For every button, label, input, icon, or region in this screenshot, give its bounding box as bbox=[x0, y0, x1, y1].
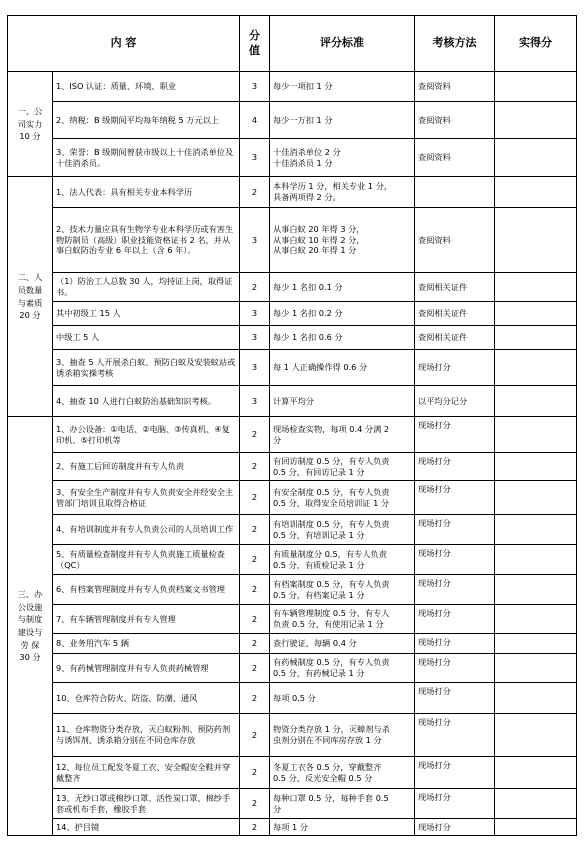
item-actual-score[interactable] bbox=[495, 102, 577, 139]
table-row bbox=[8, 545, 577, 575]
item-score: 4 bbox=[240, 102, 270, 139]
item-actual-score[interactable] bbox=[495, 714, 577, 757]
item-criteria: 有安全制度 0.5 分，有专人负责 0.5 分，取得安全员培训证 1 分 bbox=[270, 481, 415, 515]
item-actual-score[interactable] bbox=[495, 72, 577, 102]
table-row bbox=[8, 634, 577, 654]
table-row bbox=[8, 515, 577, 545]
item-actual-score[interactable] bbox=[495, 545, 577, 575]
item-criteria: 从事白蚁 20 年得 3 分， 从事白蚁 10 年得 2 分， 从事白蚁 20 年得 1 分 bbox=[270, 208, 415, 273]
item-actual-score[interactable] bbox=[495, 386, 577, 417]
item-criteria: 每少 1 名扣 0.6 分 bbox=[270, 326, 415, 350]
item-method: 现场打分 bbox=[415, 714, 495, 757]
table-row bbox=[8, 326, 577, 350]
item-criteria: 有药械制度 0.5 分，有专人负责 0.5 分，有药械记录 1 分 bbox=[270, 654, 415, 683]
item-actual-score[interactable] bbox=[495, 515, 577, 545]
item-actual-score[interactable] bbox=[495, 683, 577, 714]
item-method bbox=[415, 177, 495, 208]
item-content: 13、无纱口罩或棉纱口罩、活性炭口罩、棉纱手套或机布手套，橡胶手套 bbox=[53, 789, 240, 819]
item-criteria: 有质量制度分 0.5，有专人负责 0.5 分，有质检记录 1 分 bbox=[270, 545, 415, 575]
item-criteria: 有培训制度 0.5 分，有专人负责 0.5 分，有培训记录 1 分 bbox=[270, 515, 415, 545]
item-criteria: 每项 0.5 分 bbox=[270, 683, 415, 714]
item-method: 现场打分 bbox=[415, 819, 495, 836]
item-actual-score[interactable] bbox=[495, 139, 577, 177]
header-actual: 实得分 bbox=[495, 16, 577, 72]
item-content: 1、办公设备：①电话、②电脑、③传真机、④复印机、⑤打印机等 bbox=[53, 417, 240, 453]
header-score-text: 分 值 bbox=[249, 28, 260, 57]
item-actual-score[interactable] bbox=[495, 417, 577, 453]
header-content: 内 容 bbox=[8, 16, 240, 72]
item-criteria: 本科学历 1 分，相关专业 1 分， 具备两项得 2 分。 bbox=[270, 177, 415, 208]
item-criteria: 冬夏工衣各 0.5 分，穿戴整齐 0.5 分，反光安全帽 0.5 分 bbox=[270, 757, 415, 789]
item-actual-score[interactable] bbox=[495, 575, 577, 605]
table-row bbox=[8, 453, 577, 481]
item-content: 12、每位员工配发冬夏工衣、安全帽安全鞋并穿戴整齐 bbox=[53, 757, 240, 789]
item-score: 2 bbox=[240, 757, 270, 789]
item-method: 现场打分 bbox=[415, 605, 495, 634]
header-score bbox=[240, 16, 270, 72]
item-actual-score[interactable] bbox=[495, 757, 577, 789]
item-content: 3、荣誉：B 级期间曾获市级以上十佳消杀单位及十佳消杀员。 bbox=[53, 139, 240, 177]
item-score: 2 bbox=[240, 819, 270, 836]
item-criteria: 每少一万扣 1 分 bbox=[270, 102, 415, 139]
item-content: 2、有施工后回访制度并有专人负责 bbox=[53, 453, 240, 481]
item-method: 以平均分记分 bbox=[415, 386, 495, 417]
item-actual-score[interactable] bbox=[495, 177, 577, 208]
item-criteria: 有档案制度 0.5 分，有专人负责 0.5 分，有档案记录 1 分 bbox=[270, 575, 415, 605]
item-score: 2 bbox=[240, 453, 270, 481]
table-row bbox=[8, 102, 577, 139]
item-method: 查阅资料 bbox=[415, 72, 495, 102]
item-score: 3 bbox=[240, 208, 270, 273]
item-criteria: 每项 1 分 bbox=[270, 819, 415, 836]
item-actual-score[interactable] bbox=[495, 302, 577, 326]
item-score: 2 bbox=[240, 654, 270, 683]
item-method: 现场打分 bbox=[415, 453, 495, 481]
item-score: 2 bbox=[240, 417, 270, 453]
table-row bbox=[8, 819, 577, 836]
item-content: 1、ISO 认证：质量、环境、职业 bbox=[53, 72, 240, 102]
item-score: 3 bbox=[240, 350, 270, 386]
item-method: 查阅资料 bbox=[415, 139, 495, 177]
item-method: 现场打分 bbox=[415, 545, 495, 575]
item-method: 现场打分 bbox=[415, 481, 495, 515]
section-label: 二、人 员数量 与素质 20 分 bbox=[8, 177, 53, 417]
table-row bbox=[8, 273, 577, 302]
table-row bbox=[8, 654, 577, 683]
item-content: （1）防治工人总数 30 人，均持证上岗，取得证书。 bbox=[53, 273, 240, 302]
item-actual-score[interactable] bbox=[495, 789, 577, 819]
item-content: 4、有培训制度并有专人负责公司的人员培训工作 bbox=[53, 515, 240, 545]
table-row bbox=[8, 302, 577, 326]
item-criteria: 每种口罩 0.5 分，每种手套 0.5 分 bbox=[270, 789, 415, 819]
item-method: 查阅相关证件 bbox=[415, 273, 495, 302]
item-actual-score[interactable] bbox=[495, 654, 577, 683]
table-row bbox=[8, 139, 577, 177]
item-score: 3 bbox=[240, 302, 270, 326]
item-method: 现场打分 bbox=[415, 515, 495, 545]
header-criteria: 评分标准 bbox=[270, 16, 415, 72]
item-method: 查阅相关证件 bbox=[415, 302, 495, 326]
item-content: 14、护目镜 bbox=[53, 819, 240, 836]
item-actual-score[interactable] bbox=[495, 273, 577, 302]
item-method: 现场打分 bbox=[415, 683, 495, 714]
table-row bbox=[8, 350, 577, 386]
item-score: 3 bbox=[240, 72, 270, 102]
item-method: 现场打分 bbox=[415, 417, 495, 453]
item-method: 现场打分 bbox=[415, 350, 495, 386]
item-content: 8、业务用汽车 5 辆 bbox=[53, 634, 240, 654]
item-criteria: 每 1 人正确操作得 0.6 分 bbox=[270, 350, 415, 386]
item-criteria: 每少 1 名扣 0.2 分 bbox=[270, 302, 415, 326]
item-content: 10、仓库符合防火、防盗、防潮、通风 bbox=[53, 683, 240, 714]
table-row bbox=[8, 177, 577, 208]
table-row bbox=[8, 481, 577, 515]
item-score: 2 bbox=[240, 789, 270, 819]
item-score: 2 bbox=[240, 605, 270, 634]
item-content: 其中初级工 15 人 bbox=[53, 302, 240, 326]
item-score: 2 bbox=[240, 634, 270, 654]
table-row bbox=[8, 683, 577, 714]
item-method: 现场打分 bbox=[415, 575, 495, 605]
table-row bbox=[8, 757, 577, 789]
item-criteria: 每少 1 名扣 0.1 分 bbox=[270, 273, 415, 302]
table-body bbox=[8, 72, 577, 836]
item-score: 3 bbox=[240, 386, 270, 417]
item-actual-score[interactable] bbox=[495, 350, 577, 386]
table-row bbox=[8, 789, 577, 819]
item-content: 11、仓库物资分类存放，灭白蚁粉剂、预防药剂与诱饵剂、诱杀箱分别在不同仓库存放 bbox=[53, 714, 240, 757]
item-score: 3 bbox=[240, 139, 270, 177]
item-actual-score[interactable] bbox=[495, 605, 577, 634]
header-method: 考核方法 bbox=[415, 16, 495, 72]
item-score: 3 bbox=[240, 326, 270, 350]
table-row bbox=[8, 575, 577, 605]
item-score: 2 bbox=[240, 714, 270, 757]
item-criteria: 物资分类存放 1 分，灭蟑剂与杀 虫剂分别在不同库房存放 1 分 bbox=[270, 714, 415, 757]
item-content: 4、抽查 10 人进行白蚁防治基础知识考核。 bbox=[53, 386, 240, 417]
item-actual-score[interactable] bbox=[495, 819, 577, 836]
item-content: 5、有质量检查制度并有专人负责施工质量检查（QC） bbox=[53, 545, 240, 575]
item-actual-score[interactable] bbox=[495, 326, 577, 350]
item-method: 现场打分 bbox=[415, 757, 495, 789]
item-method: 现场打分 bbox=[415, 634, 495, 654]
item-method: 查阅相关证件 bbox=[415, 326, 495, 350]
item-content: 7、有车辆管理制度并有专人管理 bbox=[53, 605, 240, 634]
item-score: 2 bbox=[240, 177, 270, 208]
item-content: 6、有档案管理制度并有专人负责档案文书管理 bbox=[53, 575, 240, 605]
item-actual-score[interactable] bbox=[495, 481, 577, 515]
item-score: 2 bbox=[240, 481, 270, 515]
item-score: 2 bbox=[240, 273, 270, 302]
item-score: 2 bbox=[240, 545, 270, 575]
table-row bbox=[8, 72, 577, 102]
item-actual-score[interactable] bbox=[495, 208, 577, 273]
item-criteria: 查行驶证，每辆 0.4 分 bbox=[270, 634, 415, 654]
item-content: 1、法人代表：具有相关专业本科学历 bbox=[53, 177, 240, 208]
item-criteria: 十佳消杀单位 2 分 十佳消杀员 1 分 bbox=[270, 139, 415, 177]
item-content: 9、有药械管理制度并有专人负责药械管理 bbox=[53, 654, 240, 683]
item-content: 3、抽查 5 人开展杀白蚁、预防白蚁及安装蚁站或诱杀箱实操考核 bbox=[53, 350, 240, 386]
table-row bbox=[8, 386, 577, 417]
table-row bbox=[8, 605, 577, 634]
table-row bbox=[8, 208, 577, 273]
item-score: 2 bbox=[240, 515, 270, 545]
item-actual-score[interactable] bbox=[495, 634, 577, 654]
scoring-table bbox=[7, 15, 577, 836]
scoring-table-sheet bbox=[7, 15, 576, 836]
item-method: 现场打分 bbox=[415, 789, 495, 819]
table-row bbox=[8, 417, 577, 453]
item-method: 现场打分 bbox=[415, 654, 495, 683]
item-content: 中级工 5 人 bbox=[53, 326, 240, 350]
table-row bbox=[8, 714, 577, 757]
item-criteria: 计算平均分 bbox=[270, 386, 415, 417]
item-method: 查阅资料 bbox=[415, 208, 495, 273]
section-label: 一、公 司实力 10 分 bbox=[8, 72, 53, 177]
item-content: 2、纳税：B 级期间平均每年纳税 5 万元以上 bbox=[53, 102, 240, 139]
item-criteria: 有回访制度 0.5 分，有专人负责 0.5 分，有回访记录 1 分 bbox=[270, 453, 415, 481]
item-score: 2 bbox=[240, 683, 270, 714]
item-method: 查阅资料 bbox=[415, 102, 495, 139]
item-criteria: 每少一项扣 1 分 bbox=[270, 72, 415, 102]
item-content: 2、技术力量应具有生物学专业本科学历或有害生物防制员（高级）职业技能资格证书 2 名，并从事白蚁防治专业 6 年以上（含 6 年）。 bbox=[53, 208, 240, 273]
table-header-row bbox=[8, 16, 577, 72]
item-actual-score[interactable] bbox=[495, 453, 577, 481]
item-criteria: 现场检查实物，每项 0.4 分满 2 分 bbox=[270, 417, 415, 453]
item-score: 2 bbox=[240, 575, 270, 605]
item-criteria: 有车辆管理制度 0.5 分，有专人 负责 0.5 分，有使用记录 1 分 bbox=[270, 605, 415, 634]
section-label: 三、办 公设施 与制度 建设与 劳 保 30 分 bbox=[8, 417, 53, 836]
item-content: 3、有安全生产制度并有专人负责安全并经安全主管部门培训且取得合格证 bbox=[53, 481, 240, 515]
